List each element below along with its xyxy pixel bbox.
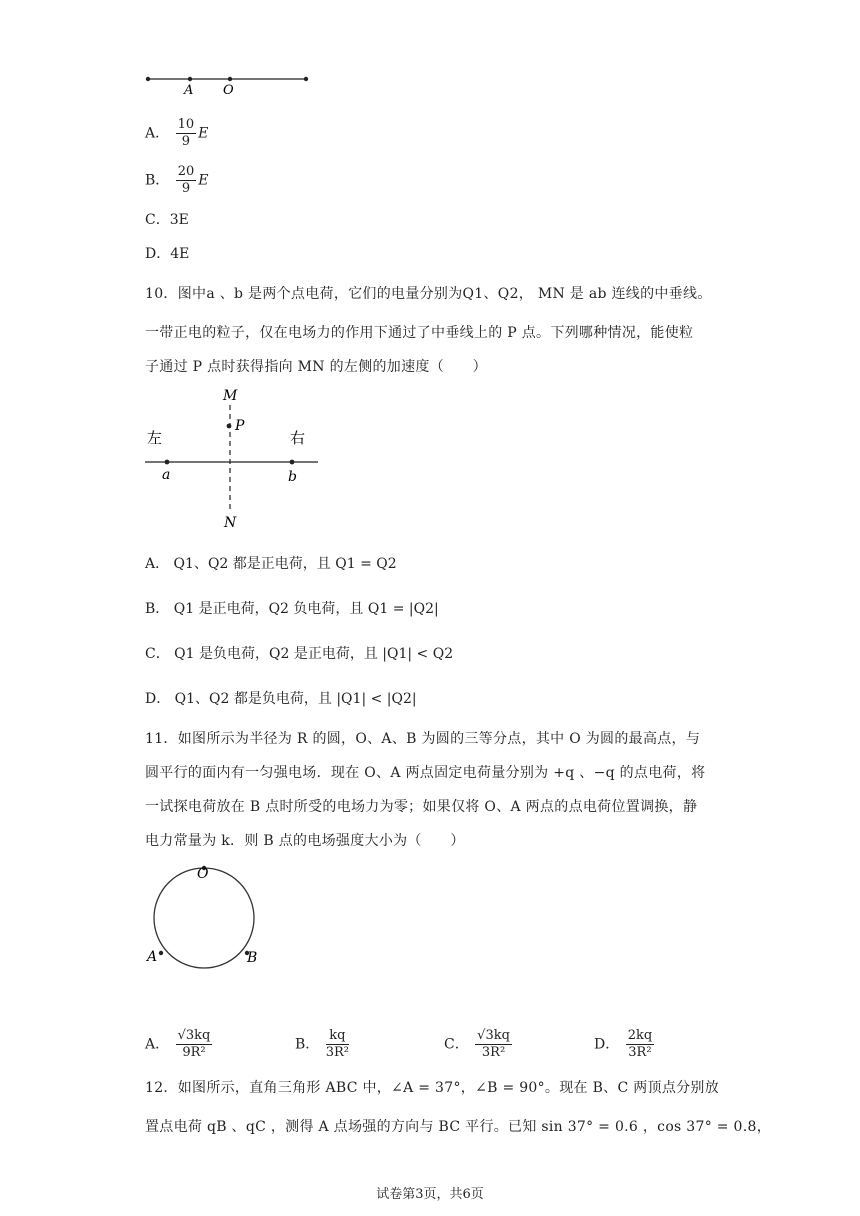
label-b: B bbox=[247, 950, 258, 966]
line-endpoint-right bbox=[304, 77, 308, 81]
q10-stem-line2: 一带正电的粒子，仅在电场力的作用下通过了中垂线上的 P 点。下列哪种情况，能使粒 bbox=[145, 325, 694, 341]
q10-figure bbox=[140, 385, 330, 535]
q9-option-d[interactable]: D．4E bbox=[145, 246, 190, 262]
circle bbox=[154, 868, 254, 968]
page-footer: 试卷第3页，共6页 bbox=[376, 1187, 484, 1202]
q10-option-b[interactable]: B． Q1 是正电荷，Q2 负电荷，且 Q1 = |Q2| bbox=[145, 601, 439, 617]
q10-option-c[interactable]: C． Q1 是负电荷，Q2 是正电荷，且 |Q1| < Q2 bbox=[145, 646, 454, 662]
fraction: $\frac{2kq}{\text{3R²}}$ bbox=[627, 1028, 653, 1060]
label-a: A bbox=[147, 949, 158, 965]
fraction: $\frac{kq}{\text{3R²}}$ bbox=[325, 1028, 350, 1060]
q11-stem-line3: 一试探电荷放在 B 点时所受的电场力为零；如果仅将 O、A 两点的点电荷位置调换，静 bbox=[145, 799, 698, 815]
label-m: M bbox=[223, 388, 238, 404]
label-o: O bbox=[223, 83, 234, 98]
q12-stem-line1: 12．如图所示，直角三角形 ABC 中，∠A = 37°，∠B = 90°。现在 B、C 两顶点分别放 bbox=[145, 1080, 720, 1096]
q12-stem-line2: 置点电荷 qB 、qC ，测得 A 点场强的方向与 BC 平行。已知 sin 37° = 0.6 ，cos 37° = 0.8， bbox=[145, 1119, 771, 1135]
point-a bbox=[159, 951, 163, 955]
q11-stem-line2: 圆平行的面内有一匀强电场．现在 O、A 两点固定电荷量分别为 +q 、−q 的点电荷，将 bbox=[145, 765, 706, 781]
q10-stem-line1: 10．图中a 、b 是两个点电荷，它们的电量分别为Q1、Q2， MN 是 ab 连线的中垂线。 bbox=[145, 286, 712, 302]
fraction: $\frac{√3kq}{\text{3R²}}$ bbox=[477, 1028, 510, 1060]
fraction: $\frac{20}{9}$ bbox=[177, 164, 195, 196]
point-a bbox=[188, 77, 192, 81]
line-endpoint-left bbox=[146, 77, 150, 81]
label-o: O bbox=[197, 866, 209, 882]
q11-option-a[interactable]: A． $\frac{√3kq}{\text{9R²}}$ bbox=[145, 1028, 211, 1060]
point-o bbox=[228, 77, 232, 81]
q11-circle-figure bbox=[140, 862, 270, 977]
label-a: a bbox=[162, 467, 171, 483]
label-left: 左 bbox=[147, 429, 163, 447]
q10-stem-line3: 子通过 P 点时获得指向 MN 的左侧的加速度（ ） bbox=[145, 359, 487, 375]
fraction: $\frac{√3kq}{\text{9R²}}$ bbox=[177, 1028, 211, 1060]
label-b: b bbox=[288, 469, 297, 485]
q9-option-c[interactable]: C．3E bbox=[145, 212, 189, 228]
q9-option-b[interactable]: B． $\frac{20}{9}$ E bbox=[145, 164, 209, 196]
charge-a bbox=[165, 460, 170, 465]
number-line-figure bbox=[140, 70, 320, 100]
q10-option-a[interactable]: A． Q1、Q2 都是正电荷，且 Q1 = Q2 bbox=[145, 556, 397, 572]
charge-b bbox=[290, 460, 295, 465]
label-a: A bbox=[184, 83, 194, 98]
q9-option-a[interactable]: A． $\frac{10}{9}$ E bbox=[145, 117, 209, 149]
q11-stem-line4: 电力常量为 k．则 B 点的电场强度大小为（ ） bbox=[145, 833, 465, 849]
q10-option-d[interactable]: D． Q1、Q2 都是负电荷，且 |Q1| < |Q2| bbox=[145, 691, 417, 707]
label-n: N bbox=[224, 515, 237, 531]
label-right: 右 bbox=[290, 429, 306, 447]
q11-option-c[interactable]: C． $\frac{√3kq}{\text{3R²}}$ bbox=[444, 1028, 510, 1060]
q11-option-d[interactable]: D． $\frac{2kq}{\text{3R²}}$ bbox=[594, 1028, 653, 1060]
q11-option-b[interactable]: B． $\frac{kq}{\text{3R²}}$ bbox=[295, 1028, 350, 1060]
label-p: P bbox=[235, 418, 245, 434]
q11-stem-line1: 11．如图所示为半径为 R 的圆，O、A、B 为圆的三等分点，其中 O 为圆的最高点，与 bbox=[145, 731, 701, 747]
fraction: $\frac{10}{9}$ bbox=[177, 117, 195, 149]
point-p bbox=[227, 424, 232, 429]
